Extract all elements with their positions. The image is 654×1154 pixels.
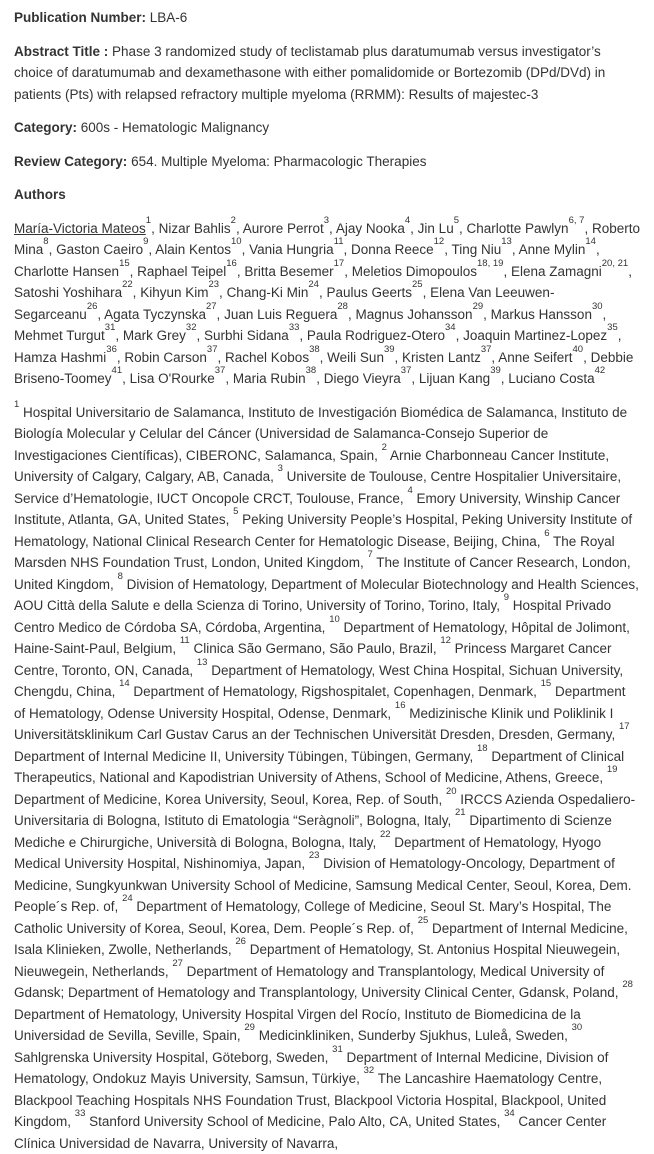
affiliation-number-superscript: 34 (504, 1108, 515, 1119)
author-name: Hamza Hashmi (14, 350, 106, 365)
author-name: Nizar Bahlis (159, 221, 231, 236)
author-affiliation-superscript: 35 (607, 322, 618, 333)
review-category-row (14, 151, 640, 173)
affiliation-number-superscript: 10 (329, 614, 340, 625)
author-name: Donna Reece (351, 242, 434, 257)
affiliation-number-superscript: 25 (418, 915, 429, 926)
affiliation-number-superscript: 2 (382, 442, 387, 453)
author-affiliation-superscript: 18, 19 (477, 258, 503, 269)
author-name: Mehmet Turgut (14, 328, 105, 343)
affiliation-number-superscript: 23 (309, 850, 320, 861)
author-name: Meletios Dimopoulos (352, 264, 477, 279)
abstract-title-row (14, 41, 640, 106)
author-name: Roberto Mina (14, 221, 640, 258)
author-name: Diego Vieyra (324, 371, 401, 386)
author-name: Ajay Nooka (336, 221, 405, 236)
affiliation-number-superscript: 15 (541, 678, 552, 689)
author-affiliation-superscript: 9 (143, 236, 148, 247)
affiliation-number-superscript: 20 (446, 786, 457, 797)
author-affiliation-superscript: 36 (106, 344, 117, 355)
affiliation-number-superscript: 29 (244, 1022, 255, 1033)
author-name: Satoshi Yoshihara (14, 285, 122, 300)
author-affiliation-superscript: 26 (87, 301, 98, 312)
publication-number-label: Publication Number: (14, 10, 146, 25)
author-affiliation-superscript: 22 (122, 279, 133, 290)
author-affiliation-superscript: 39 (384, 344, 395, 355)
author-name: Chang-Ki Min (227, 285, 309, 300)
abstract-title-label: Abstract Title : (14, 44, 108, 59)
author-affiliation-superscript: 27 (206, 301, 217, 312)
author-affiliation-superscript: 37 (401, 365, 412, 376)
author-name: Weili Sun (327, 350, 384, 365)
review-category-label: Review Category: (14, 154, 127, 169)
author-name: Rachel Kobos (225, 350, 309, 365)
author-name: Kihyun Kim (140, 285, 208, 300)
author-affiliation-superscript: 29 (473, 301, 484, 312)
author-affiliation-superscript: 20, 21 (602, 258, 628, 269)
author-name: Debbie Briseno-Toomey (14, 350, 633, 387)
affiliation-number-superscript: 26 (235, 936, 246, 947)
author-affiliation-superscript: 17 (334, 258, 345, 269)
affiliation-number-superscript: 21 (455, 807, 466, 818)
author-affiliation-superscript: 6, 7 (569, 215, 585, 226)
author-name: Mark Grey (123, 328, 186, 343)
author-affiliation-superscript: 37 (481, 344, 492, 355)
affiliation-number-superscript: 17 (619, 721, 630, 732)
authors-heading-row (14, 184, 640, 206)
author-affiliation-superscript: 41 (112, 365, 123, 376)
author-affiliation-superscript: 31 (105, 322, 116, 333)
author-name: Kristen Lantz (402, 350, 481, 365)
author-affiliation-superscript: 13 (501, 236, 512, 247)
author-affiliation-superscript: 15 (119, 258, 130, 269)
author-affiliation-superscript: 4 (405, 215, 410, 226)
author-affiliation-superscript: 5 (454, 215, 459, 226)
affiliation-number-superscript: 8 (118, 571, 123, 582)
affiliation-number-superscript: 6 (544, 528, 549, 539)
author-name: Robin Carson (124, 350, 207, 365)
author-affiliation-superscript: 14 (585, 236, 596, 247)
author-name: Paulus Geerts (326, 285, 412, 300)
author-name: Raphael Teipel (137, 264, 226, 279)
author-name: Britta Besemer (244, 264, 333, 279)
author-affiliation-superscript: 30 (592, 301, 603, 312)
affiliation-number-superscript: 11 (180, 635, 190, 646)
author-name: Jin Lu (418, 221, 454, 236)
author-name: Maria Rubin (233, 371, 306, 386)
affiliation-number-superscript: 5 (233, 506, 238, 517)
author-name: Juan Luis Reguera (224, 307, 337, 322)
author-name: Paula Rodriguez-Otero (307, 328, 445, 343)
affiliation-number-superscript: 33 (75, 1108, 86, 1119)
author-name: Lijuan Kang (419, 371, 490, 386)
affiliation-number-superscript: 3 (278, 463, 283, 474)
author-name: Joaquin Martinez-Lopez (463, 328, 607, 343)
author-affiliation-superscript: 8 (43, 236, 48, 247)
publication-number-value: LBA-6 (150, 10, 188, 25)
affiliation-number-superscript: 27 (172, 958, 183, 969)
author-affiliation-superscript: 10 (231, 236, 242, 247)
author-affiliation-superscript: 24 (308, 279, 319, 290)
abstract-title-value: Phase 3 randomized study of teclistamab plus daratumumab versus investigator’s choice of daratumumab and dexamethasone with either pomalidomide or Bortezomib (DPd/DVd) in patients (Pts) with relapsed refractory multiple myeloma (RRMM): Results of majestec-3 (14, 44, 605, 102)
author-name: Ting Niu (451, 242, 501, 257)
author-affiliation-superscript: 37 (207, 344, 218, 355)
author-name: Elena Zamagni (511, 264, 602, 279)
author-affiliation-superscript: 40 (572, 344, 583, 355)
author-affiliation-superscript: 28 (337, 301, 348, 312)
affiliation-number-superscript: 1 (14, 399, 19, 410)
category-value: 600s - Hematologic Malignancy (81, 120, 269, 135)
affiliation-number-superscript: 22 (380, 829, 391, 840)
author-name: Markus Hansson (491, 307, 592, 322)
author-affiliation-superscript: 25 (412, 279, 423, 290)
author-name: Elena Van Leeuwen-Segarceanu (14, 285, 554, 322)
author-name: Alain Kentos (155, 242, 231, 257)
author-list: María-Victoria Mateos$^1$, Nizar Bahlis$^2$, Aurore Perrot$^3$, Ajay Nooka$^4$, Jin Lu$^5$, Charlotte Pawlyn$^{6, 7}$, Roberto Mina$^8$, Gaston Caeiro$^9$, Alain Kentos$^{10}$, Vania Hungria$^{11}$, Donna Reece$^{12}$, Ting Niu$^{13}$, Anne Mylin$^{14}$, Charlotte Hansen$^{15}$, Raphael Teipel$^{16}$, Britta Besemer$^{17}$, Meletios Dimopoulos$^{18, 19}$, Elena Zamagni$^{20, 21}$, Satoshi Yoshihara$^{22}$, Kihyun Kim$^{23}$, Chang-Ki Min$^{24}$, Paulus Geerts$^{25}$, Elena Van Leeuwen-Segarceanu$^{26}$, Agata Tyczynska$^{27}$, Juan Luis Reguera$^{28}$, Magnus Johansson$^{29}$, Markus Hansson$^{30}$, Mehmet Turgut$^{31}$, Mark Grey$^{32}$, Surbhi Sidana$^{33}$, Paula Rodriguez-Otero$^{34}$, Joaquin Martinez-Lopez$^{35}$, Hamza Hashmi$^{36}$, Robin Carson$^{37}$, Rachel Kobos$^{38}$, Weili Sun$^{39}$, Kristen Lantz$^{37}$, Anne Seifert$^{40}$, Debbie Briseno-Toomey$^{41}$, Lisa O'Rourke$^{37}$, Maria Rubin$^{38}$, Diego Vieyra$^{37}$, Lijuan Kang$^{39}$, Luciano Costa$^{42}$ (14, 218, 640, 390)
affiliation-number-superscript: 13 (197, 657, 208, 668)
affiliation-number-superscript: 24 (122, 893, 133, 904)
author-name: Vania Hungria (249, 242, 334, 257)
author-name: Aurore Perrot (243, 221, 324, 236)
author-affiliation-superscript: 38 (306, 365, 317, 376)
author-affiliation-superscript: 32 (186, 322, 197, 333)
affiliation-number-superscript: 14 (119, 678, 130, 689)
author-name: Agata Tyczynska (104, 307, 206, 322)
author-affiliation-superscript: 33 (289, 322, 300, 333)
affiliation-number-superscript: 7 (367, 549, 372, 560)
author-affiliation-superscript: 2 (231, 215, 236, 226)
publication-number-row (14, 7, 640, 29)
affiliation-number-superscript: 18 (477, 743, 488, 754)
author-affiliation-superscript: 11 (334, 236, 344, 247)
category-row (14, 117, 640, 139)
affiliation-number-superscript: 31 (332, 1044, 343, 1055)
review-category-value: 654. Multiple Myeloma: Pharmacologic Therapies (131, 154, 426, 169)
author-name: Charlotte Pawlyn (467, 221, 569, 236)
author-name: Lisa O'Rourke (130, 371, 215, 386)
author-affiliation-superscript: 38 (309, 344, 320, 355)
author-name: Anne Seifert (498, 350, 572, 365)
author-affiliation-superscript: 12 (434, 236, 445, 247)
author-name: Gaston Caeiro (56, 242, 143, 257)
affiliation-list: $^1$ Hospital Universitario de Salamanca, Instituto de Investigación Biomédica de Salamanca, Instituto de Biología Molecular y Celular del Cáncer (Universidad de Salamanca-Consejo Superior de Investigaciones Científicas), CIBERONC, Salamanca, Spain, $^2$ Arnie Charbonneau Cancer Institute, University of Calgary, Calgary, AB, Canada, $^3$ Universite de Toulouse, Centre Hospitalier Universitaire, Service d’Hematologie, IUCT Oncopole CRCT, Toulouse, France, $^4$ Emory University, Winship Cancer Institute, Atlanta, GA, United States, $^5$ Peking University People’s Hospital, Peking University Institute of Hematology, National Clinical Research Center for Hematologic Disease, Beijing, China, $^6$ The Royal Marsden NHS Foundation Trust, London, United Kingdom, $^7$ The Institute of Cancer Research, London, United Kingdom, $^8$ Division of Hematology, Department of Molecular Biotechnology and Health Sciences, AOU Città della Salute e della Scienza di Torino, University of Torino, Torino, Italy, $^9$ Hospital Privado Centro Medico de Córdoba SA, Córdoba, Argentina, $^{10}$ Department of Hematology, Hôpital de Jolimont, Haine-Saint-Paul, Belgium, $^{11}$ Clinica São Germano, São Paulo, Brazil, $^{12}$ Princess Margaret Cancer Centre, Toronto, ON, Canada, $^{13}$ Department of Hematology, West China Hospital, Sichuan University, Chengdu, China, $^{14}$ Department of Hematology, Rigshospitalet, Copenhagen, Denmark, $^{15}$ Department of Hematology, Odense University Hospital, Odense, Denmark, $^{16}$ Medizinische Klinik und Poliklinik I Universitätsklinikum Carl Gustav Carus an der Technischen Universität Dresden, Dresden, Germany, $^{17}$ Department of Internal Medicine II, University Tübingen, Tübingen, Germany, $^{18}$ Department of Clinical Therapeutics, National and Kapodistrian University of Athens, School of Medicine, Athens, Greece, $^{19}$ Department of Medicine, Korea University, Seoul, Korea, Rep. of South, $^{20}$ IRCCS Azienda Ospedaliero-Universitaria di Bologna, Istituto di Ematologia “Seràgnoli”, Bologna, Italy, $^{21}$ Dipartimento di Scienze Mediche e Chirurgiche, Università di Bologna, Bologna, Italy, $^{22}$ Department of Hematology, Hyogo Medical University Hospital, Nishinomiya, Japan, $^{23}$ Division of Hematology-Oncology, Department of Medicine, Sungkyunkwan University School of Medicine, Samsung Medical Center, Seoul, Korea, Dem. People´s Rep. of, $^{24}$ Department of Hematology, College of Medicine, Seoul St. Mary’s Hospital, The Catholic University of Korea, Seoul, Korea, Dem. People´s Rep. of, $^{25}$ Department of Internal Medicine, Isala Klinieken, Zwolle, Netherlands, $^{26}$ Department of Hematology, St. Antonius Hospital Nieuwegein, Nieuwegein, Netherlands, $^{27}$ Department of Hematology and Transplantology, Medical University of Gdansk; Department of Hematology and Transplantology, University Clinical Center, Gdansk, Poland, $^{28}$ Department of Hematology, University Hospital Virgen del Rocío, Instituto de Biomedicina de la Universidad de Sevilla, Seville, Spain, $^{29}$ Medicinkliniken, Sunderby Sjukhus, Luleå, Sweden, $^{30}$ Sahlgrenska University Hospital, Göteborg, Sweden, $^{31}$ Department of Internal Medicine, Division of Hematology, Ondokuz Mayis University, Samsun, Türkiye, $^{32}$ The Lancashire Haematology Centre, Blackpool Teaching Hospitals NHS Foundation Trust, Blackpool Victoria Hospital, Blackpool, United Kingdom, $^{33}$ Stanford University School of Medicine, Palo Alto, CA, United States, $^{34}$ Cancer Center Clínica Universidad de Navarra, University of Navarra, (14, 402, 640, 1154)
author-name: Charlotte Hansen (14, 264, 119, 279)
author-name: María-Victoria Mateos (14, 221, 146, 236)
author-name: Surbhi Sidana (204, 328, 289, 343)
affiliation-number-superscript: 19 (607, 764, 618, 775)
author-affiliation-superscript: 3 (324, 215, 329, 226)
author-name: Luciano Costa (508, 371, 594, 386)
affiliation-number-superscript: 28 (622, 979, 633, 990)
affiliation-number-superscript: 4 (407, 485, 412, 496)
affiliation-number-superscript: 9 (504, 592, 509, 603)
author-affiliation-superscript: 37 (215, 365, 226, 376)
author-name: Magnus Johansson (355, 307, 472, 322)
author-affiliation-superscript: 16 (226, 258, 237, 269)
authors-heading: Authors (14, 187, 66, 202)
author-name: Anne Mylin (519, 242, 586, 257)
affiliation-number-superscript: 32 (364, 1065, 375, 1076)
author-affiliation-superscript: 39 (490, 365, 501, 376)
author-affiliation-superscript: 42 (595, 365, 606, 376)
author-affiliation-superscript: 23 (208, 279, 219, 290)
category-label: Category: (14, 120, 77, 135)
author-affiliation-superscript: 1 (146, 215, 151, 226)
affiliation-number-superscript: 30 (572, 1022, 583, 1033)
affiliation-number-superscript: 12 (440, 635, 451, 646)
author-affiliation-superscript: 34 (445, 322, 456, 333)
affiliation-number-superscript: 16 (395, 700, 406, 711)
